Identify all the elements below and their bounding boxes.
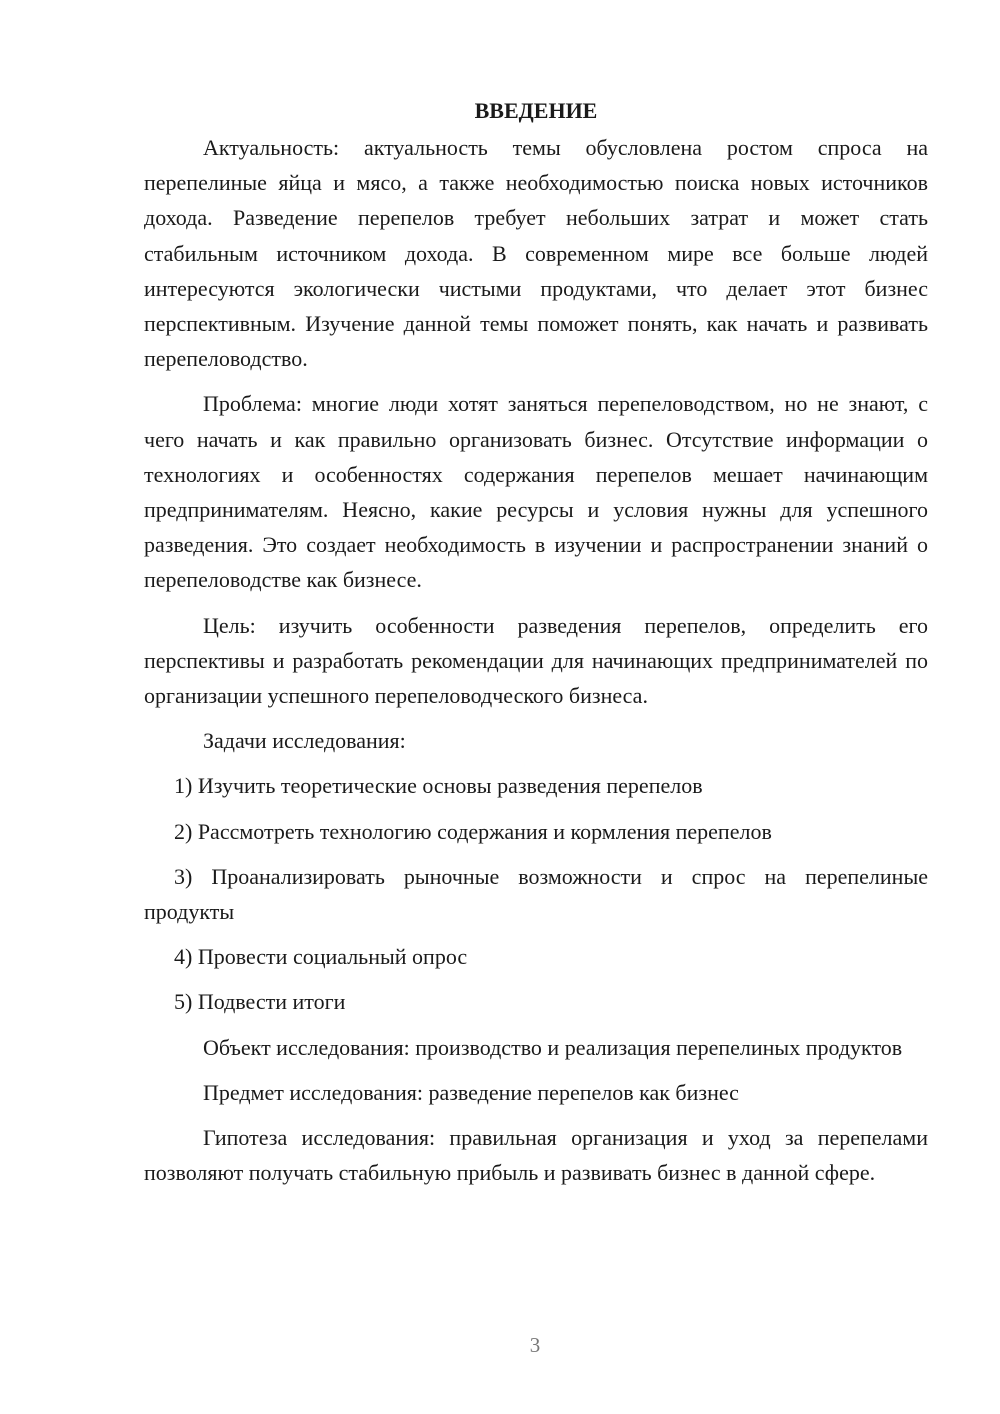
page-title: ВВЕДЕНИЕ [474,98,598,123]
task-item: 5) Подвести итоги [174,989,346,1015]
task-item: 4) Провести социальный опрос [174,944,468,970]
task-item: 2) Рассмотреть технологию содержания и кормления перепелов [174,818,772,844]
task-item: 3) Проанализировать рыночные возможности и спрос на перепелиные продукты [144,863,928,925]
problem-paragraph: Проблема: многие люди хотят заняться перепеловодством, но не знают, с чего начать и как правильно организовать бизнес. Отсутствие информации о технологиях и особенностях содержания перепелов мешает начинающим предпринимателям. Неясно, какие ресурсы и условия нужны для успешного разведения. Это создает необходимость в изучении и распространении знаний о перепеловодстве как бизнесе. [144,391,928,593]
relevance-paragraph: Актуальность: актуальность темы обусловлена ростом спроса на перепелиные яйца и мясо, а также необходимостью поиска новых источников дохода. Разведение перепелов требует небольших затрат и может стать стабильным источником дохода. В современном мире все больше людей интересуются экологически чистыми продуктами, что делает этот бизнес перспективным. Изучение данной темы поможет понять, как начать и развивать перепеловодство. [144,135,928,372]
task-item: 1) Изучить теоретические основы разведения перепелов [174,773,703,799]
page-number: 3 [529,1333,541,1357]
tasks-heading: Задачи исследования: [203,728,406,754]
goal-paragraph: Цель: изучить особенности разведения перепелов, определить его перспективы и разработать рекомендации для начинающих предпринимателей по организации успешного перепеловодческого бизнеса. [144,612,928,709]
object-paragraph: Объект исследования: производство и реализация перепелиных продуктов [203,1034,903,1060]
subject-paragraph: Предмет исследования: разведение перепелов как бизнес [203,1079,739,1105]
hypothesis-paragraph: Гипотеза исследования: правильная организация и уход за перепелами позволяют получать стабильную прибыль и развивать бизнес в данной сфере. [144,1125,928,1186]
